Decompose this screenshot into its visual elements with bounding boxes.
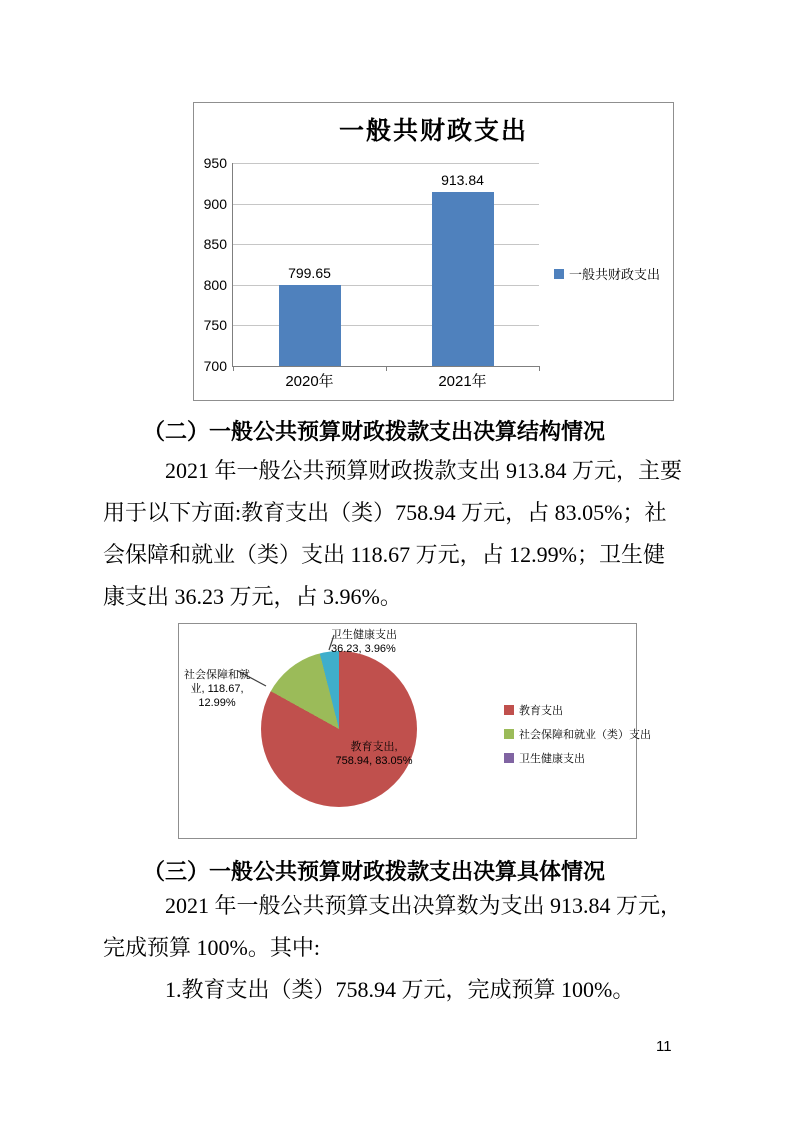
pie-callout-education xyxy=(324,740,424,768)
bar-chart-title: 一般共财政支出 xyxy=(338,117,528,145)
callout-line: 卫生健康支出 xyxy=(331,629,397,641)
text-line: 完成预算 100%。其中: xyxy=(103,935,320,960)
text-line: 会保障和就业（类）支出 118.67 万元，占 12.99%；卫生健 xyxy=(103,542,666,567)
section-heading-3: （三）一般公共预算财政拨款支出决算具体情况 xyxy=(143,859,606,884)
pie-legend-item xyxy=(504,726,651,742)
text-line: 2021 年一般公共预算支出决算数为支出 913.84 万元， xyxy=(165,893,683,918)
callout-line: 758.94, 83.05% xyxy=(335,755,413,767)
pie-legend-item xyxy=(504,702,651,718)
pie-legend-item xyxy=(504,750,651,766)
pie-legend-label: 卫生健康支出 xyxy=(519,753,585,765)
text-line: 1.教育支出（类）758.94 万元，完成预算 100%。 xyxy=(165,977,635,1002)
pie-legend-swatch-icon xyxy=(504,729,514,739)
text-line: 用于以下方面:教育支出（类）758.94 万元，占 83.05%；社 xyxy=(103,500,667,525)
gridline-950 xyxy=(233,163,539,164)
bar-chart-plot xyxy=(203,155,539,390)
pie-legend-label: 社会保障和就业（类）支出 xyxy=(519,729,651,741)
bar-legend-swatch-icon xyxy=(554,269,564,279)
y-axis-tick-label: 850 xyxy=(203,236,227,253)
pie-chart-legend xyxy=(504,702,651,766)
pie-callout-health xyxy=(331,628,426,656)
text-line: 2021 年一般公共预算财政拨款支出 913.84 万元，主要 xyxy=(165,458,683,483)
paragraph-2 xyxy=(103,450,695,618)
bar-legend-label: 一般共财政支出 xyxy=(569,267,661,282)
callout-line: 12.99% xyxy=(198,697,236,709)
pie-legend-swatch-icon xyxy=(504,705,514,715)
page-number: 11 xyxy=(656,1038,672,1055)
y-axis-tick-label: 700 xyxy=(203,358,227,374)
pie-legend-swatch-icon xyxy=(504,753,514,763)
callout-line: 业, 118.67, xyxy=(190,683,244,695)
bar-value-label: 799.65 xyxy=(288,265,331,282)
section-heading-2: （二）一般公共预算财政拨款支出决算结构情况 xyxy=(143,419,606,444)
y-axis-tick-label: 800 xyxy=(203,276,227,293)
x-category-label: 2021年 xyxy=(438,373,487,390)
y-axis-tick-label: 750 xyxy=(203,317,227,334)
bar-chart-legend xyxy=(554,264,660,283)
x-axis-tick xyxy=(539,366,540,371)
bar-2020年 xyxy=(279,285,341,366)
bar-2021年 xyxy=(432,192,494,366)
x-axis-tick xyxy=(233,366,234,371)
x-category-label: 2020年 xyxy=(285,373,334,390)
pie-callout-social xyxy=(181,668,253,710)
text-line: 康支出 36.23 万元，占 3.96%。 xyxy=(103,584,402,609)
bar-chart xyxy=(193,102,674,401)
y-axis-tick-label: 950 xyxy=(203,155,227,171)
callout-line: 36.23, 3.96% xyxy=(331,643,396,655)
paragraph-3 xyxy=(103,885,695,1011)
y-axis-tick-label: 900 xyxy=(203,195,227,212)
x-axis-tick xyxy=(386,366,387,371)
callout-line: 教育支出, xyxy=(350,741,398,753)
callout-line: 社会保障和就 xyxy=(184,669,250,681)
pie-legend-label: 教育支出 xyxy=(519,705,563,717)
bar-value-label: 913.84 xyxy=(441,172,484,189)
pie-chart xyxy=(178,623,651,839)
pie-graphic xyxy=(261,651,417,807)
